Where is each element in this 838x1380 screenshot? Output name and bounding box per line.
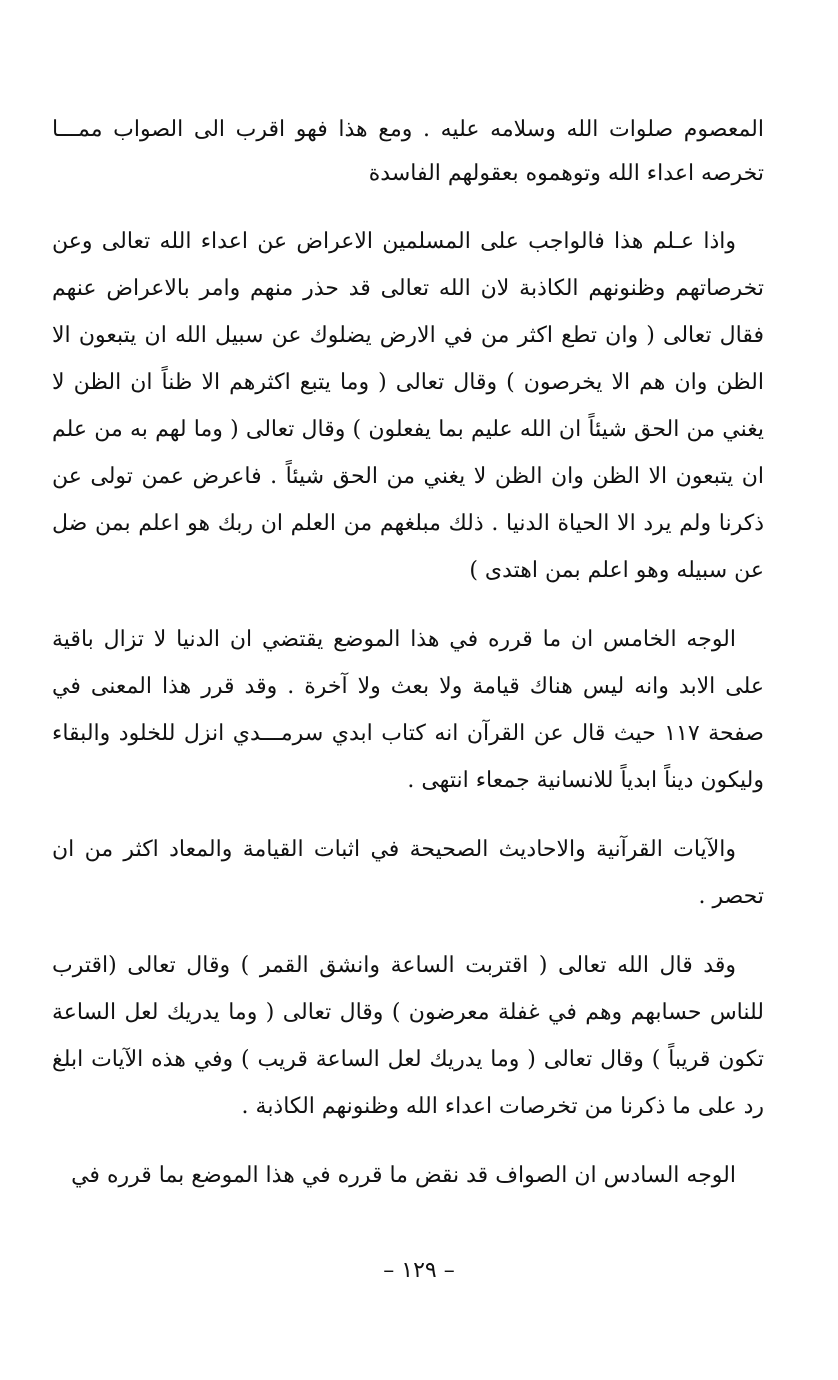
page-number: – ١٢٩ – bbox=[383, 1258, 455, 1283]
paragraph-1: المعصوم صلوات الله وسلامه عليه . ومع هذا فهو اقرب الى الصواب ممـــا تخرصه اعداء الله وتوهموه بعقولهم الفاسدة bbox=[52, 117, 764, 186]
paragraph-5: وقد قال الله تعالى ( اقتربت الساعة وانشق القمر ) وقال تعالى (اقترب للناس حسابهم وهم في غفلة معرضون ) وقال تعالى ( وما يدريك لعل الساعة تكون قريباً ) وقال تعالى ( وما يدريك لعل الساعة قريب ) وفي هذه الآيات ابلغ رد على ما ذكرنا من تخرصات اعداء الله وظنونهم الكاذبة . bbox=[52, 953, 764, 1119]
paragraph-4: والآيات القرآنية والاحاديث الصحيحة في اثبات القيامة والمعاد اكثر من ان تحصر . bbox=[52, 837, 764, 909]
paragraph-2: واذا عـلم هذا فالواجب على المسلمين الاعراض عن اعداء الله تعالى وعن تخرصاتهم وظنونهم الكاذبة لان الله تعالى قد حذر منهم وامر بالاعراض عنهم فقال تعالى ( وان تطع اكثر من في الارض يضلوك عن سبيل الله ان يتبعون الا الظن وان هم الا يخرصون ) وقال تعالى ( وما يتبع اكثرهم الا ظناً ان الظن لا يغني من الحق شيئاً ان الله عليم بما يفعلون ) وقال تعالى ( وما لهم به من علم ان يتبعون الا الظن وان الظن لا يغني من الحق شيئاً . فاعرض عمن تولى عن ذكرنا ولم يرد الا الحياة الدنيا . ذلك مبلغهم من العلم ان ربك هو اعلم بمن ضل عن سبيله وهو اعلم بمن اهتدى ) bbox=[52, 229, 764, 583]
paragraph-3: الوجه الخامس ان ما قرره في هذا الموضع يقتضي ان الدنيا لا تزال باقية على الابد وانه ليس هناك قيامة ولا بعث ولا آخرة . وقد قرر هذا المعنى في صفحة ١١٧ حيث قال عن القرآن انه كتاب ابدي سرمـــدي انزل للخلود والبقاء وليكون ديناً ابدياً للانسانية جمعاء انتهى . bbox=[52, 627, 764, 793]
page-body bbox=[52, 108, 764, 1221]
paragraph-6: الوجه السادس ان الصواف قد نقض ما قرره في هذا الموضع بما قرره في bbox=[71, 1163, 736, 1188]
